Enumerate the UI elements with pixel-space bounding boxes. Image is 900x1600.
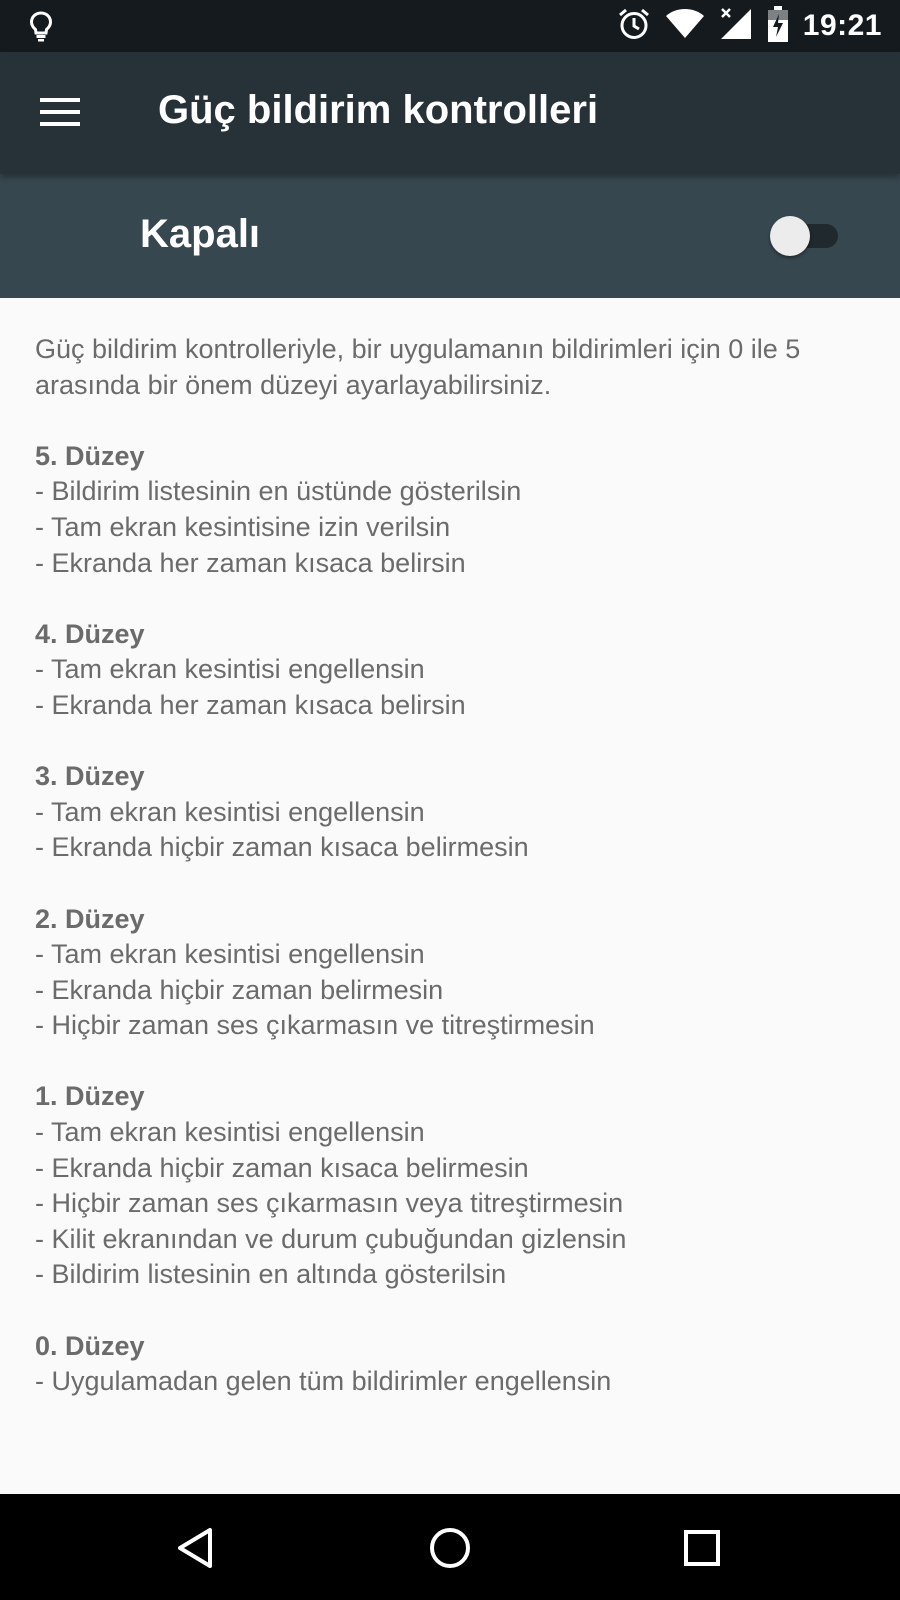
list-item: - Tam ekran kesintisine izin verilsin	[35, 511, 451, 542]
level-0-section	[35, 1329, 865, 1400]
level-heading: 1. Düzey	[35, 1081, 145, 1112]
list-item: - Bildirim listesinin en üstünde gösterilsin	[35, 476, 522, 507]
description-content	[35, 332, 865, 1435]
navigation-bar	[0, 1494, 900, 1600]
master-switch-label: Kapalı	[140, 212, 261, 256]
list-item: - Hiçbir zaman ses çıkarmasın veya titreştirmesin	[35, 1188, 624, 1219]
wifi-icon	[665, 8, 705, 45]
level-heading: 5. Düzey	[35, 440, 145, 471]
status-bar	[0, 0, 900, 52]
app-bar	[0, 52, 900, 174]
recents-icon[interactable]	[674, 1520, 730, 1576]
level-3-section	[35, 759, 865, 866]
home-icon[interactable]	[422, 1520, 478, 1576]
signal-no-data-icon	[719, 7, 753, 46]
list-item: - Uygulamadan gelen tüm bildirimler engellensin	[35, 1366, 612, 1397]
battery-charging-icon	[767, 6, 789, 47]
master-switch-toggle[interactable]	[770, 216, 842, 256]
level-1-section	[35, 1079, 865, 1293]
level-heading: 4. Düzey	[35, 618, 145, 649]
level-5-section	[35, 439, 865, 581]
status-time: 19:21	[802, 9, 882, 42]
list-item: - Ekranda hiçbir zaman kısaca belirmesin	[35, 1152, 529, 1183]
master-switch-bar[interactable]	[0, 174, 900, 298]
level-4-section	[35, 617, 865, 724]
list-item: - Kilit ekranından ve durum çubuğundan gizlensin	[35, 1223, 627, 1254]
level-heading: 3. Düzey	[35, 761, 145, 792]
list-item: - Ekranda hiçbir zaman kısaca belirmesin	[35, 832, 529, 863]
list-item: - Bildirim listesinin en altında gösterilsin	[35, 1259, 507, 1290]
back-icon[interactable]	[170, 1520, 226, 1576]
list-item: - Tam ekran kesintisi engellensin	[35, 1117, 425, 1148]
list-item: - Ekranda her zaman kısaca belirsin	[35, 689, 466, 720]
lightbulb-icon	[26, 10, 56, 42]
level-heading: 0. Düzey	[35, 1330, 145, 1361]
hamburger-menu-icon[interactable]	[40, 96, 82, 128]
level-2-section	[35, 902, 865, 1044]
page-title: Güç bildirim kontrolleri	[158, 88, 599, 132]
level-heading: 2. Düzey	[35, 903, 145, 934]
toggle-thumb	[770, 216, 810, 256]
list-item: - Hiçbir zaman ses çıkarmasın ve titreştirmesin	[35, 1010, 595, 1041]
list-item: - Ekranda hiçbir zaman belirmesin	[35, 974, 444, 1005]
alarm-icon	[617, 7, 651, 46]
intro-text: Güç bildirim kontrolleriyle, bir uygulamanın bildirimleri için 0 ile 5 arasında bir önem düzeyi ayarlayabilirsiniz.	[35, 334, 801, 400]
list-item: - Tam ekran kesintisi engellensin	[35, 939, 425, 970]
list-item: - Ekranda her zaman kısaca belirsin	[35, 547, 466, 578]
list-item: - Tam ekran kesintisi engellensin	[35, 654, 425, 685]
list-item: - Tam ekran kesintisi engellensin	[35, 796, 425, 827]
